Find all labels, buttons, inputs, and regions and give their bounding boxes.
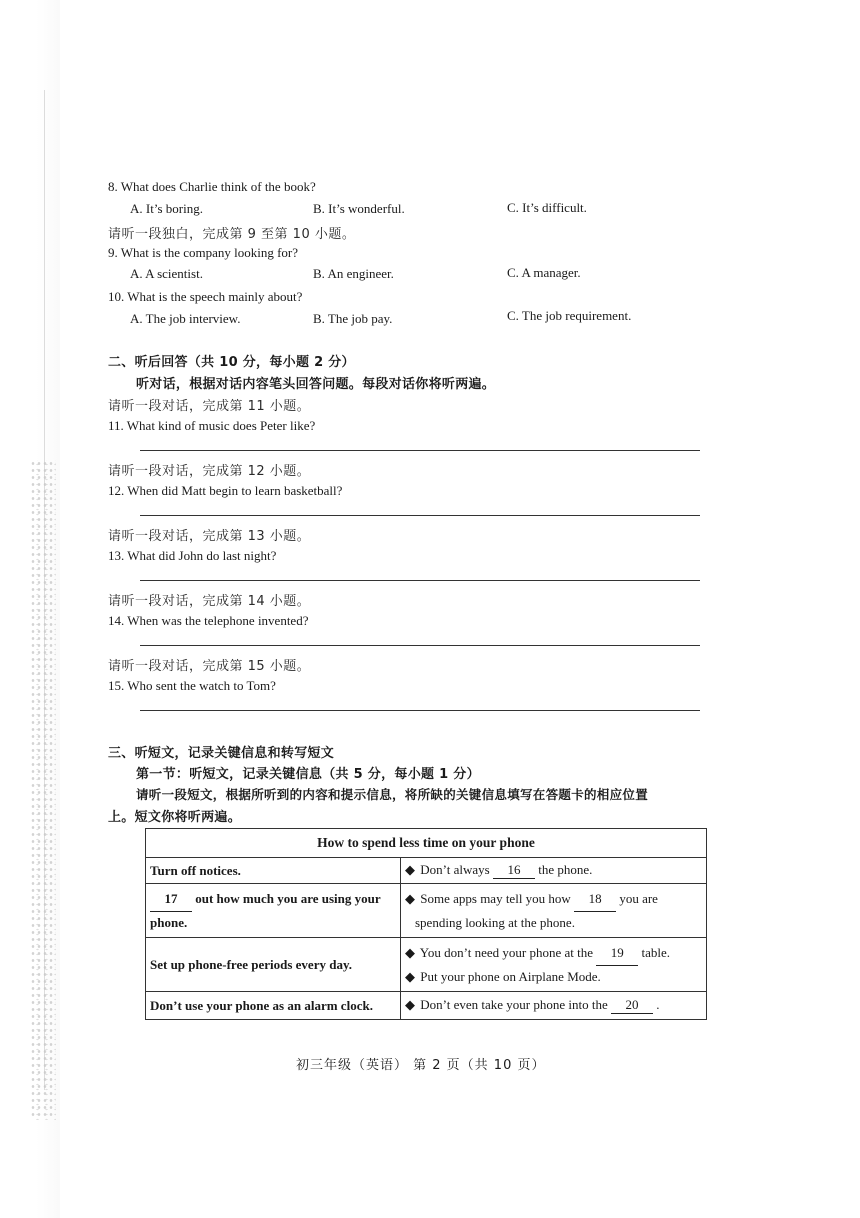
q9-option-a: A. A scientist.	[130, 266, 203, 281]
blank-18[interactable]: 18	[574, 887, 616, 912]
prompt-12: 请听一段对话，完成第 12 小题。	[108, 464, 311, 479]
table-row2-right: ◆ Some apps may tell you how 18 you are spending looking at the phone.	[401, 884, 707, 938]
prompt-13: 请听一段对话，完成第 13 小题。	[108, 529, 311, 544]
prompt-14: 请听一段对话，完成第 14 小题。	[108, 594, 311, 609]
table-row3-right: ◆ You don’t need your phone at the 19 table. ◆ Put your phone on Airplane Mode.	[401, 938, 707, 992]
answer-line-12[interactable]	[140, 515, 700, 516]
blank-16[interactable]: 16	[493, 862, 535, 879]
question-9: 9. What is the company looking for?	[108, 245, 299, 260]
answer-line-15[interactable]	[140, 710, 700, 711]
part3-instruction-line1: 请听一段短文，根据所听到的内容和提示信息，将所缺的关键信息填写在答题卡的相应位置	[136, 787, 649, 802]
question-13: 13. What did John do last night?	[108, 548, 277, 563]
blank-17[interactable]: 17	[150, 887, 192, 912]
diamond-bullet-icon: ◆	[405, 862, 415, 877]
diamond-bullet-icon: ◆	[405, 969, 415, 984]
part3-instruction-line2: 上。短文你将听两遍。	[108, 810, 242, 825]
answer-line-14[interactable]	[140, 645, 700, 646]
q10-option-a: A. The job interview.	[130, 311, 241, 326]
blank-19[interactable]: 19	[596, 941, 638, 966]
table-row1-left: Turn off notices.	[146, 858, 401, 884]
prompt-15: 请听一段对话，完成第 15 小题。	[108, 659, 311, 674]
diamond-bullet-icon: ◆	[405, 997, 415, 1012]
table-row4-left: Don’t use your phone as an alarm clock.	[146, 992, 401, 1020]
page-footer: 初三年级（英语） 第 2 页（共 10 页）	[296, 1058, 546, 1073]
question-10: 10. What is the speech mainly about?	[108, 289, 303, 304]
part3-heading: 三、听短文，记录关键信息和转写短文	[108, 746, 335, 761]
q10-option-c: C. The job requirement.	[507, 308, 632, 323]
blank-20[interactable]: 20	[611, 997, 653, 1014]
q9-option-c: C. A manager.	[507, 265, 581, 280]
question-11: 11. What kind of music does Peter like?	[108, 418, 316, 433]
part3-section1-title: 第一节：听短文，记录关键信息（共 5 分，每小题 1 分）	[136, 767, 480, 782]
answer-line-11[interactable]	[140, 450, 700, 451]
diamond-bullet-icon: ◆	[405, 891, 415, 906]
key-info-table	[145, 828, 707, 1020]
table-row2-left: 17 out how much you are using your phone.	[146, 884, 401, 938]
table-row1-right: ◆ Don’t always 16 the phone.	[401, 858, 707, 884]
table-row3-left: Set up phone-free periods every day.	[146, 938, 401, 992]
q8-option-a: A. It’s boring.	[130, 201, 203, 216]
question-12: 12. When did Matt begin to learn basketball?	[108, 483, 343, 498]
answer-line-13[interactable]	[140, 580, 700, 581]
diamond-bullet-icon: ◆	[405, 945, 415, 960]
q8-option-c: C. It’s difficult.	[507, 200, 587, 215]
question-14: 14. When was the telephone invented?	[108, 613, 309, 628]
scan-speckle	[30, 460, 56, 1120]
prompt-11: 请听一段对话，完成第 11 小题。	[108, 399, 311, 414]
question-15: 15. Who sent the watch to Tom?	[108, 678, 276, 693]
q9-option-b: B. An engineer.	[313, 266, 394, 281]
instruction-9-10: 请听一段独白，完成第 9 至第 10 小题。	[108, 227, 356, 242]
part2-heading: 二、听后回答（共 10 分，每小题 2 分）	[108, 355, 355, 370]
q8-option-b: B. It’s wonderful.	[313, 201, 405, 216]
part2-instruction: 听对话，根据对话内容笔头回答问题。每段对话你将听两遍。	[136, 377, 496, 392]
question-8: 8. What does Charlie think of the book?	[108, 179, 316, 194]
table-title: How to spend less time on your phone	[146, 829, 707, 858]
q10-option-b: B. The job pay.	[313, 311, 393, 326]
table-row4-right: ◆ Don’t even take your phone into the 20 .	[401, 992, 707, 1020]
